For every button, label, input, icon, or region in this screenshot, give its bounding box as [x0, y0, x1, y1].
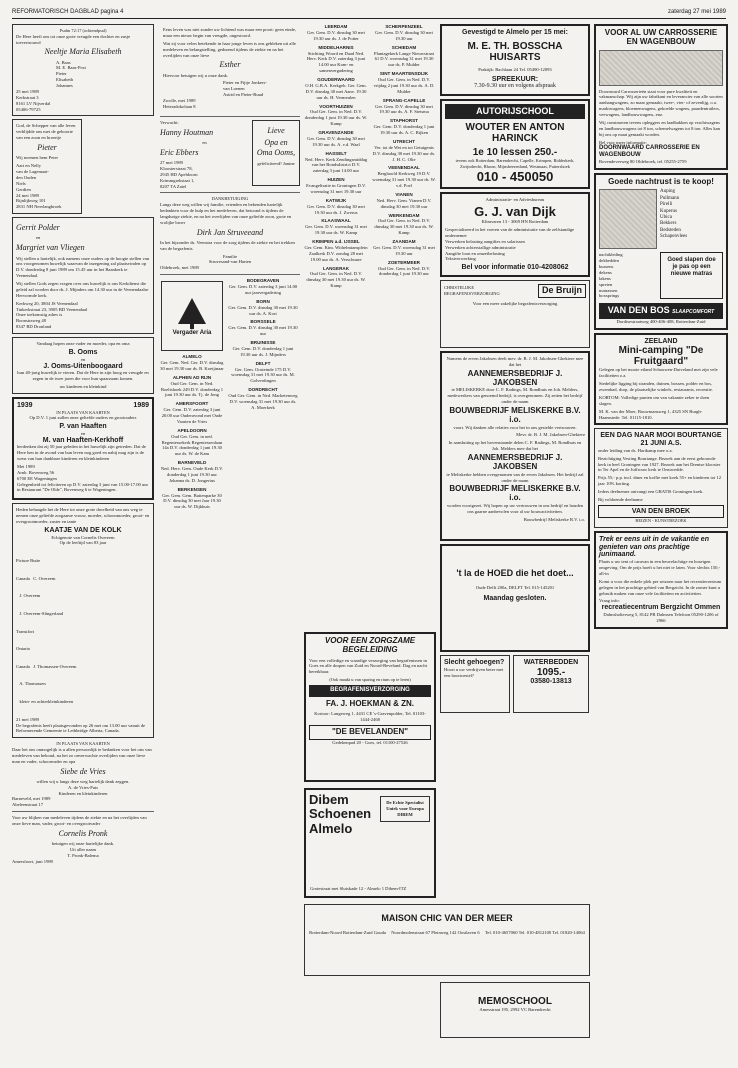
congrats-opa-oma: Lieve Opa en Oma Ooms, gefeliciteerd! Janine — [252, 120, 300, 187]
ad-headline: VOOR EEN ZORGZAME — [324, 636, 416, 645]
couple-name: B. Ooms — [68, 348, 98, 356]
birth-and-congrats — [160, 120, 300, 190]
ad-headline: BEGELEIDING — [342, 644, 398, 654]
birth-intro: De Here heeft ons tot onze grote vreugde een dochter en zusje toevertrouwd — [16, 33, 131, 45]
dibem-badge: De Echte Specialist Uniek voor Europa DIBEM — [380, 796, 430, 822]
deceased-name: Dirk Jan Struveeand — [196, 227, 264, 237]
church-listing: ZOETERMEER Oud Ger. Gem. in Ned. D.V. donderdag 1 juni 19.30 uur — [377, 259, 431, 277]
column-ads-5 — [440, 24, 590, 1060]
church-listing: BORN Ger. Gem. D.V. dinsdag 30 mei 19.30 uur ds. A. Kort — [228, 298, 298, 316]
church-listing: SPRANG-CAPELLE Ger. Gem. D.V. dinsdag 30 mei 19.30 uur ds. A. F. Sietsma — [375, 97, 433, 115]
bergzicht-ad: Trek er eens uit in de vakantie en genieten van ons prachtige junimaand. Plaats u uw tent of caravan in een heuvelachtige en boseigen omgeving. Om de prijs hoeft u het niet te laten. Voor slechts 150,- all-in Komt u voor die enkele plek per seizoen naar het recreatiecentrum gelegen in het prachtige gebied van Bergzicht. In de zomer kunt u gebruik maken van onze vele faciliteiten en activiteiten. Vraag info: recreatiecentrum Bergzicht Ommen Dalmsholterweg 5, 8142 PB Dalmsen Telefoon 05290-1206 of 2966 — [594, 531, 728, 629]
thanks-de-vries: IN PLAATS VAN KAARTEN Daar het ons onmogelijk is u allen persoonlijk te bedanken voor het ons van medeleven van behoud, na het zo onverwachte overlijden van onze lieve man en vader, schoonvader en opa Siebe de Vries willen wij u langs deze weg hartelijk dank zeggen. A. de Vries-Pais Kinderen en kleinkinderen Barneveld, mei 1989 Abeleenstraat 17 — [12, 741, 154, 808]
anniversary-ooms: Vandaag hopen onze vader en moeder, opa en oma B. Ooms en J. Ooms-Uitenboogaard hun 40-jarig huwelijk te vieren. Dat de Here in zijn hoog en vreugde en zegen in de twee jaren die voor hun spaarzaam komen. uw kinderen en kleinkind — [12, 337, 154, 394]
lesson-price: 1e 10 lessen 250.- — [472, 147, 558, 159]
dibem-shoes-ad: Dibem Schoenen Almelo De Echte Specialist Uniek voor Europa DIBEM Grotestraat met Sluiskade 12 - Almelo 1 Dibem-ITZ — [304, 788, 436, 898]
header-right: zaterdag 27 mei 1989 — [667, 8, 726, 15]
deceased-name: KAATJE VAN DE KOLK — [44, 526, 122, 534]
aannemersbedrijf-ad: Namens de erven Jakobsen deelt mev. dr. B. J. M. Jakobsen-Ghekiere mee dat het AANNEMERSBEDRIJF J. JAKOBSEN te MELISKERKE door C. F. Radings, M. Rondhuis en Joh. Melders, medewerkers van genoemd bedrijf, is overgenomen. Zij zetten het bedrijf onder de naam BOUWBEDRIJF MELISKERKE B.V. i.o. voort. Wij danken alle relaties voor het in ons gestelde vertrouwen. Mevr. dr. B. J. M. Jakobsen-Ghekiere In aansluiting op het bovenstaande delen C. F. Radings, M. Rondhuis en Joh. Melders mee dat het AANNEMERSBEDRIJF J. JAKOBSEN te Meliskerke hebben overgenomen van de erven Jakobsen. Het bedrijf zal onder de naam BOUWBEDRIJF MELISKERKE B.V. i.o. worden voortgezet. Wij hopen op uw vertrouwen in ons bedrijf en houden ons gaarne aanbevolen voor al uw bouwactiviteiten. Bouwbedrijf Meliskerke B.V. i.o. — [440, 351, 590, 541]
phone-number: 010 - 450050 — [476, 168, 554, 184]
church-listing: BRUINISSE Ger. Gem. D.V. donderdag 1 juni 19.30 uur ds. J. Mijnders — [232, 340, 294, 357]
broek-logo: VAN DEN BROEK — [598, 505, 724, 519]
church-listing: DELFT Ger. Gem. Oosteinde 175 D.V. woensdag 31 mei 19.30 uur ds. M. Golverdingen — [231, 360, 295, 384]
tree-icon — [172, 296, 212, 330]
maison-chic-ad: MAISON CHIC VAN DER MEER Rotterdam-Noord Rotterdam-Zuid Gouda Noordmolenstraat 67 Pleinweg 142 Oostlaven 6 Tel. 010-4657060 Tel. 010-4812100 Tel. 01820-14064 — [304, 904, 590, 976]
couple-name: M. van Haaften-Kerkhoff — [42, 436, 124, 444]
church-listing: ALPHEN AD RIJN Oud Ger. Gem. in Ned. Boeltshoek 249 D.V. donderdag 1 juni 19.30 uur ds. Tj. de Jong — [160, 374, 224, 398]
memoschool-name: MEMOSCHOOL — [478, 996, 552, 1007]
church-listing: HUIZEN Evangelisatie in Groningen D.V. woensdag 31 mei 19.30 uur — [306, 177, 366, 194]
church-listing: KATWIJK Ger. Gem. D.V. dinsdag 30 mei 19.30 uur ds. J. Zwerus — [307, 197, 365, 215]
birth-notice-pieter: God, de Schepper van alle leven verblijdde ons met de geboorte van een zoon en broertje Pieter Wij noemen hem Peter Aart en Nelly van de Lagemaat- den Ouden Niels Gerdien 24 mei 1989 Rijnlijkweg 101 2831 NH Neerlangbroek — [12, 119, 82, 214]
page-header — [12, 7, 726, 19]
church-listing: BODEGRAVEN Ger. Gem. D.V. zaterdag 3 juni 14.00 uur jaarvergadering — [228, 278, 298, 295]
column-ads-6 — [594, 24, 728, 1060]
recreatiecentrum-name: recreatiecentrum Bergzicht Ommen — [601, 604, 721, 612]
school-name: WOUTER EN ANTON HARINCK — [465, 122, 565, 145]
ad-headline: AUTORIJSCHOOL — [445, 104, 585, 120]
groom-name: Gerrit Polder — [16, 223, 60, 233]
baby-name: Pieter — [37, 143, 57, 153]
doctor-name: M. E. TH. BOSSCHA HUISARTS — [467, 40, 563, 63]
waterbedden-ad: WATERBEDDEN 1095.- 03580-13813 — [513, 655, 589, 713]
waterbed-price: 1095.- — [536, 666, 566, 678]
church-listing: DORDRECHT Oud Ger. Gem. in Ned. Marketenweg D.V. woensdag 31 mei 19.30 uur ds. A. Moerkerk — [228, 387, 298, 410]
column-family-notices — [12, 24, 154, 1060]
year-right: 1989 — [133, 401, 149, 409]
church-listing: ZAANDAM Ger. Gem. D.V. woensdag 31 mei 19.30 uur — [373, 239, 435, 256]
church-listing: VEENENDAAL Berghoofd Kerkweg 19 D.V. woensdag 31 mei 19.30 uur ds. W. v.d. Poel — [372, 165, 436, 188]
funeral-ad-hoekman: VOOR EEN ZORGZAME BEGELEIDING Voor een volledige en waardige verzorging van begrafenissen in Goes en alle dorpen van Zuid en Noord-Beveland. Dag en nacht bereikbaar. (Ook maakt u van sparing en rium op te leren) BEGRAFENISVERZORGING FA. J. HOEKMAN & ZN. Kortoor: Langeweg 1, 4431 CE 's-Gravenpolder, Tel. 01103-1444-2468 "DE BEVELANDEN" Gedekenpad 20 - Goes, tel. 01100-27526 — [304, 632, 436, 782]
bed-image — [599, 189, 657, 249]
church-listing: SCHERPENZEEL Ger. Gem. D.V. dinsdag 30 mei 19.30 uur — [375, 24, 433, 41]
engagement-notice: Verwacht: Hanny Houtman en Eric Ebbers 27 mei 1989 Kloosterstraat 78, 2945 HD Apeldoorn Krimmgrekstaat 1, 8207 TA Zaiel — [160, 119, 214, 189]
church-listing: HASSELT Ned. Herv. Kerk Zendingsmiddag van het Bondsdistrict D.V. zaterdag 3 juni 14.00 uur — [304, 150, 368, 174]
poem-esther: Eens leven was niet zonder uw lichtend was maar een poort: geen einde, maar een nieuw begin van vreugde, ongestoord. Wat zij voor velen betekende in haar jonge leven is ons gebleken uit alle medeleven en belangstelling, gedurend tijdens de ziekte en na het overlijden van onze lieve Esther Hiervoor betuigen wij u onze dank. Pieter en Fijtje Jonkers- van Loenen Astrid en Pieter-Ruud Zwolle, mei 1989 Heteradokolaan 8 — [163, 27, 297, 109]
funeral-firm-name: FA. J. HOEKMAN & ZN. — [325, 698, 414, 708]
autorijschool-ad: AUTORIJSCHOOL WOUTER EN ANTON HARINCK 1e 10 lessen 250.- tevens ook Rotterdam, Barendrecht, Capelle, Krimpen, Ridderkerk, Zwijndrecht, Rhoon, Mijnsheerenland, Westmaas, Puttershoek 010 - 450050 — [440, 99, 590, 189]
church-listing: SINT MAARTENSDIJK Oud Ger. Gem. in Ned. D.V. vrijdag 2 juni 19.30 uur ds. A. D. Mulder — [373, 71, 435, 94]
camping-ad: ZEELAND Mini-camping "De Fruitgaard" Gelegen op het mooie eiland Schouwen-Duiveland met zijn vele faciliteiten o.a. Stedelijke ligging bij stranden, duinen, bossen, polder en bos, zwembad, dorp, de plaatselijke winkels, restaurants, recreatie. KORTOM: Volledige punten om van vakantie zeker te doen slagen. M. K. van der Moer, Bouwmansweg 1, 4325 SN Burgh-Haamstede. Tel. 01115-1810. — [594, 333, 728, 426]
bride-name: Margriet van Vliegen — [16, 243, 85, 253]
couple-name: J. Ooms-Uitenboogaard — [43, 362, 123, 370]
carrosserie-ad: VOOR AL UW CARROSSERIE EN WAGENBOUW Doornward Carrosserieën staat voor pure kwaliteit en vakmanschap. Wij zijn uw fabrikant en leverancier van alle soorten aanhangwagens, zo maar gemaakt, twee-, vier- of zevenlijg, o.a. marktwagens, bloemenwagens, gekoelde wagens, paardentrailers, veewagens, landbouwwagens, enz. Wij construeren tevens opleggers en laadbakken op vrachtwagens en landbouwwagens tot 8 ton, schemelwagens tot 8 ton. Alles kan bij ons op maat gemaakt worden. Bel voor meer informatie: DOORNWAARD CARROSSERIE EN WAGENBOUW Bovendeverweg 80 Oldebroek, tel. 05255-2759 — [594, 24, 728, 170]
deceased-name: Cornelis Pronk — [58, 828, 108, 838]
church-listing: STAPHORST Ger. Gem. D.V. donderdag 1 juni 19.30 uur ds. A. C. Rijken — [373, 118, 435, 135]
hoed-ad: 't la de HOED die het doet... Oude Delft 200a, DELFT Tel. 015-145201 Maandag gesloten. — [440, 544, 590, 652]
address-block: 25 mei 1989 Kerkstraat 3 8161 LV Nijverdal 05406-79725 — [16, 88, 51, 112]
bos-name: VAN DEN BOS — [607, 305, 670, 316]
church-listing: BORSSELE Ger. Gem. D.V. dinsdag 30 mei 19.30 uur — [228, 319, 298, 337]
divider — [12, 811, 154, 812]
thanks-struveeand: DANKBETUIGING Langs deze weg willen wij familie, vrienden en bekenden hartelijk bedankten voor de hulp en het medeleven, dat betoond is tijdens de langdurige ziekte, en na het overlijden van onze geliefde zoon, grote en vrolijke broer Dirk Jan Struveeand In het bijzonder ds. Veenstra voor de zorg tijdens de ziekte en het trekken van de begrafenis. Familie Struvesand-van Harten Oldebroek, mei 1989 — [160, 196, 300, 271]
maison-name: MAISON CHIC VAN DER MEER — [381, 913, 513, 923]
de-bruijn-ad: CHRISTELIJKE BEGRAFENISVERZORGING De Bruijn Voor een meer zakelijke begrafenisverzorging — [440, 280, 590, 348]
nachtrust-ad: Goede nachtrust is te koop! Auping Pullmann Pirelli Kuperus Ubica Bekkers Bedsteden Schapenvlees nachtkleding dekbedden kussens dekens lakens spreien matrassen boxsprings Goed slapen doe je pas op een nieuwe matras VAN DEN BOS SLAAPCOMFORT Dordtsestraatweg 400-406-408, Rotterdam-Zuid — [594, 173, 728, 330]
church-listing: WERKENDAM Oud Ger. Gem. in Ned. D.V. dinsdag 30 mei 19.30 uur ds. W. Kamp — [374, 212, 434, 236]
church-listing: BERKENSEN Ger. Gem. Gem. Buitenparke 30 D.V. dinsdag 30 mei Jaar 19.30 uur ds. W. Dijkhuis — [162, 486, 222, 510]
church-listing: LEERDAM Ger. Gem. D.V. dinsdag 30 mei 19.30 uur ds. J. de Potter — [307, 24, 365, 41]
divider — [160, 274, 300, 275]
bureau-name: G. J. van Dijk — [474, 203, 556, 219]
church-listing: AMERSFOORT Ger. Gem. D.V. zaterdag 3 juni 20.00 uur Ouderavond met Oude Vaarten de Vries — [161, 401, 223, 424]
church-listing: GRAVENZANDE Ger. Gem. D.V. dinsdag 30 mei 19.30 uur ds. A. v.d. Waal — [307, 130, 365, 147]
divider — [160, 116, 300, 117]
divider — [160, 192, 300, 193]
ad-headline: VOOR AL UW CARROSSERIE EN WAGENBOUW — [604, 28, 718, 46]
trailer-image — [599, 50, 723, 86]
slecht-gehoor-ad: Slecht gehoegen? Hoort u uw verdrijven beter met een hoortoestel? — [440, 655, 510, 713]
hoed-slogan: 't la de HOED die het doet... — [456, 567, 574, 578]
baby-name: Neeltje Maria Elisabeth — [44, 47, 122, 57]
church-listing: APELDOORN Oud Ger. Gem. in ned. Regentessekerk Regentessenlaan 14a D.V. donderdag 1 juni 19.30 uur ds. W. de Kam — [161, 427, 223, 457]
huisarts-ad: Gevestigd te Almelo per 15 mei: M. E. TH. BOSSCHA HUISARTS Praktijk: Bachlaan 24 Tel. 05490-12093 SPREEKUUR: 7.30-9.30 uur en volgens afspraak — [440, 24, 590, 96]
meeting-listings — [160, 278, 300, 513]
deceased-name: Siebe de Vries — [60, 766, 106, 776]
dibem-name: Dibem Schoenen Almelo — [309, 792, 372, 836]
vergader-aria-title: Vergader Aria — [172, 329, 212, 336]
church-listing: LANGERAK Oud Ger. Gem. in Ned. D.V. dinsdag 30 mei 19.30 uur ds. W. Kamp — [306, 265, 366, 289]
birth-intro: God, de Schepper van alle leven verblijdde ons met de geboorte van een zoon en broertje — [16, 123, 76, 141]
church-listing: UTRECHT Ver. tot de Wet en tot Getuigenis D.V. dinsdag 30 mei 19.30 uur ds. J. H. C. Olie — [372, 138, 436, 162]
couple-name: P. van Haaften — [59, 423, 107, 430]
wedding-notice: Gerrit Polder en Margriet van Vliegen Wij stellen u hartelijk, ook namens onze ouders op de hoogte stellen van ons voorgenomen huwelijk waarvan de inzegening zal plaatsvinden op D.V. donderdag 8 juni 1989 om 15.45 uur in het Baankerk te Veenendaal. Wij stellen Gods zegen vragen over ons huwelijk is ons Kerkdienst die geleid zal worden door ds. J. Mijnders om 14.30 uur in de Veenendaalse Hervormde kerk. Kerkweg 20, 3804 JS Veenendaal Tinkerkstraat 23, 3905 BD Veenendaal Onze toekomstig adres is Boonstraweg 48 8347 BD Dronland — [12, 217, 154, 334]
year-left: 1939 — [17, 401, 33, 409]
ad-headline: Goede nachtrust is te koop! — [608, 176, 714, 186]
church-listing: ALMELO Ger. Gem. Ned. Ger. D.V. dinsdag 30 mei 19.30 uur ds. B. Koeijinaar — [160, 354, 224, 371]
church-listing: KRIMPEN a.d. IJSSEL Ger. Gem. Kim. Withelmiansplein Zaalkerk D.V. zondag 28 mei 19.00 uur ds. A. Verschuure — [304, 239, 368, 262]
vergader-aria-logo — [161, 281, 223, 351]
memoschool-ad: MEMOSCHOOL Amesstraat 195, 2992 VC Barendrecht — [440, 982, 590, 1038]
church-listing: KLAASWAAL Ger. Gem. D.V. woensdag 31 mei 19.30 uur ds. W. Kamp — [305, 218, 367, 236]
church-listing: VOORTHUIZEN Oud Ger. Gem. in Ned. D.V. donderdag 1 juni 19.30 uur ds. W. Kamp — [304, 103, 368, 127]
thanks-pronk: Voor uw blijken van medeleven tijdens de ziekte en na het overlijden van onze lieve man, vader, groot- en overgrootvader Cornelis Pronk betuigen wij onze hartelijke dank. Uit aller naam T. Pronk-Balema Amersfoort, juni 1989 — [12, 815, 154, 864]
column-notices-2 — [160, 24, 300, 1060]
church-listing: SCHIEDAM Plantagekerk Lange Nieuwstraat 61 D.V. woensdag 31 mei 19.30 uur ds. P. Mulder — [374, 44, 434, 68]
church-listing: VIANEN Ned. Herv. Gem. Vianen D.V. dinsdag 30 mei 19.30 uur — [376, 191, 432, 209]
bruijn-logo: De Bruijn — [538, 284, 586, 298]
camping-name: Mini-camping "De Fruitgaard" — [618, 345, 704, 368]
header-left: REFORMATORISCH DAGBLAD pagina 4 — [12, 8, 124, 15]
church-listing: GOUDERWAARD O.H. G.B.A. Kerkgeb. Ger. Gem. D.V. dinsdag 30 mei Aanv. 19.30 uur ds. H. Vermeulen — [305, 77, 367, 100]
family-list: A. Baas M. E. Baas-Post Pieter Elisabeth Johannes — [56, 59, 86, 89]
church-listing: BARNEVELD Ned. Herv. Gem. Oude Kerk D.V. donderdag 1 juni 19.30 uur Johanna ds. D. Jongerius — [160, 460, 224, 483]
deceased-name: Esther — [219, 60, 241, 70]
bourtange-ad: EEN DAG NAAR MOOI BOURTANGE 21 JUNI A.S. onder leiding van ds. Hartkamp mee o.a. Bezichtiging Vesting Bourtange. Bezoek aan de eerst gebouwde kerk in heel Groningen van 1927. Bezoek aan het Drentse klooster in Ter Apel en de Juffrouw kerk te Onstwedde. Prijs 55,- p.p. incl. diner en koffie met koek 55+ en kinderen tot 12 jaar 10% korting. Ieders deelnemer ontvangt een GRATIS Groningen koek. Bij voldoende deelname VAN DEN BROEK REIZEN - KUNSTBEZOEK — [594, 428, 728, 528]
birth-notice-neeltje — [12, 24, 154, 116]
church-listing: MIDDELHARNIS Stichting Woord en Daad Ned. Herv. Kerk D.V. zaterdag 3 juni 14.00 uur Kom- en samenvergadering — [306, 44, 366, 74]
obituary-van-de-kolk: Heden behaagde het de Here tot onze grote droefheid van ons weg te nemen onze geliefde zorgzame vrouw, moeder, schoonmoeder, groot- en overgrootmoeder, zuster en tante KAATJE VAN DE KOLK Echtgenote van Cornelis Overeem Op de leeftijd van 83 jaar Picture Butte Canada C. Overeem J. Overeem J. Overeem-Slingerland Transtfort Ontario Canada J. Thomassen-Overeem A. Thomassen klein- en achterkleinkinderen 21 mei 1989 De begrafenis heeft plaatsgevonden op 26 mei om 13.00 uur vanuit de Reformerende Gemeente te Lethbridge Alberta, Canada. — [12, 503, 154, 738]
anniversary-van-haaften: 1939 1989 IN PLAATS VAN KAARTEN Op D.V. 1 juni zullen onze geliefde ouders en grootouders P. van Haaften en M. van Haaften-Kerkhoff herdenken dat zij 50 jaar geleden in het huwelijk zijn getreden. Dat de Here hen in de avond van hun leven nog goed en nabij mag zijn is de wens van hun dankbare kinderen en kleinkinderen Mei 1989 Arnh. Bovenweg 56 6700 EE Wageningen Gelegenheid tot feliciteren op D.V. zaterdag 3 juni van 15.00-17.00 uur in Restaurant "De Olde", Bovenweg 6 te Wageningen. — [12, 397, 154, 500]
admin-bureau-ad: Administratie- en Adviesbureau G. J. van Dijk Klimvaren 13 - 3069 HN Rotterdam Gespecialiseerd in het voeren van de administratie van de zelfstandige ondernemer Verwerken belasting aangiftes en salarissen Verwerken achterstallige administratie Aangifte loon en omzetbelasting Tekstverwerking Bel voor informatie 010-4208062 — [440, 192, 590, 277]
psalm-ref: Psalm 72:17 (ochtendpsal) — [59, 28, 107, 33]
